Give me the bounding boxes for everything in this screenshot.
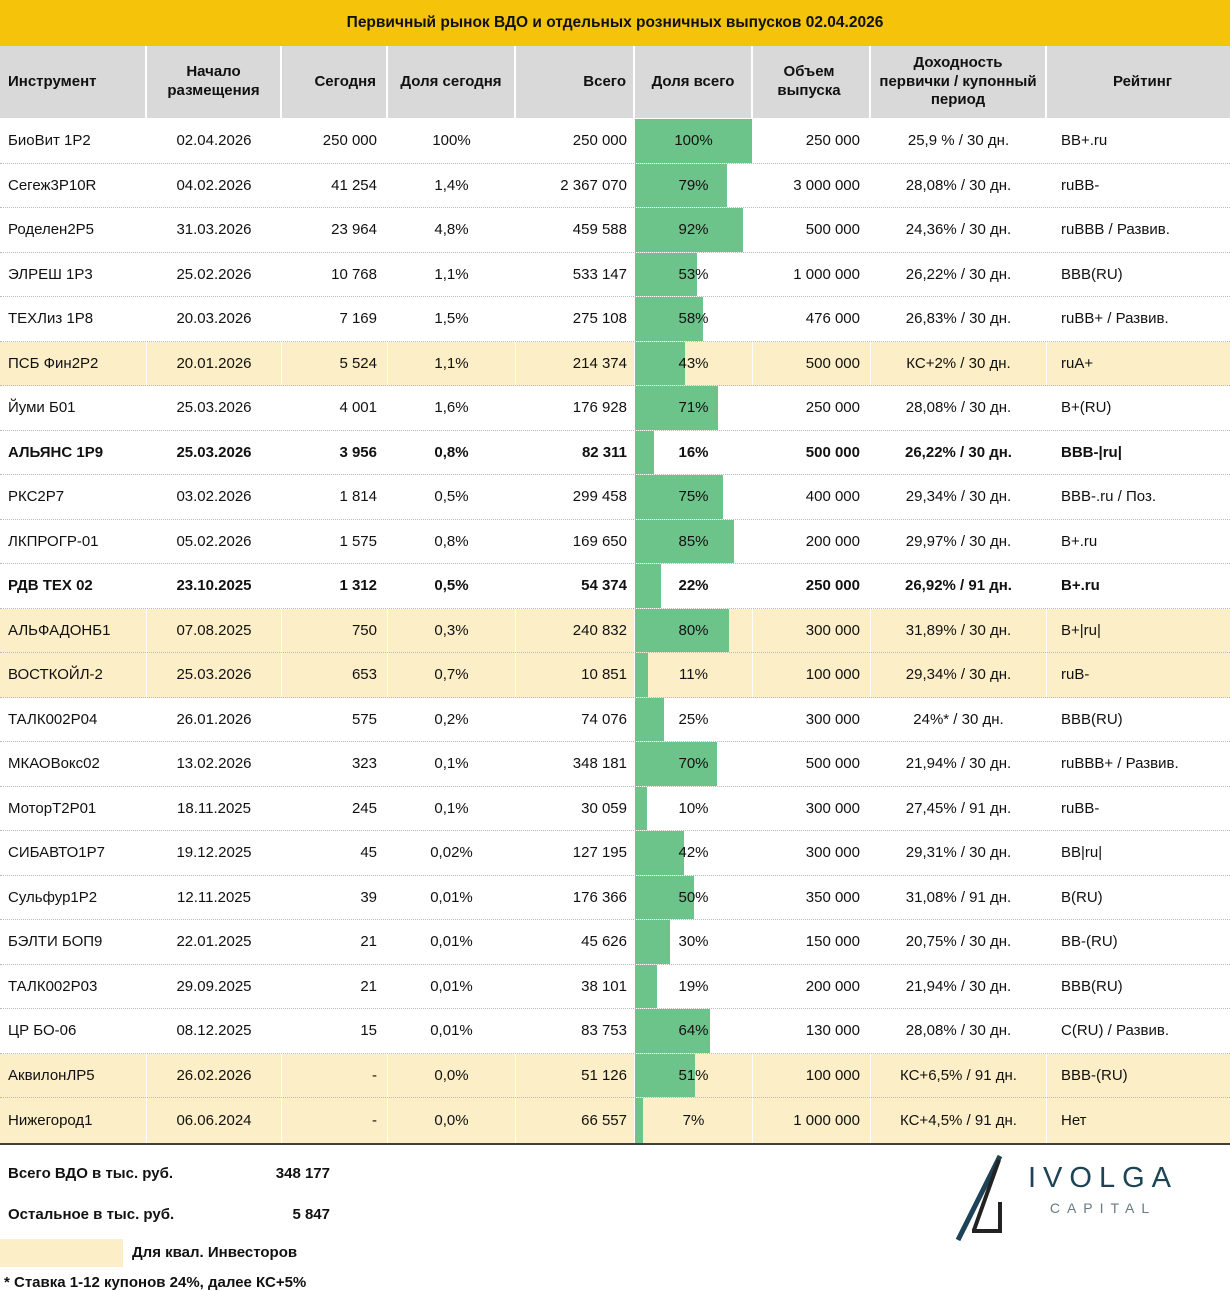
share-total-label: 58% xyxy=(678,310,709,328)
summary-other xyxy=(0,1206,330,1223)
cell-today: 21 xyxy=(282,965,388,1009)
share-total-bar xyxy=(635,564,661,608)
cell-today: 575 xyxy=(282,698,388,742)
share-total-label: 43% xyxy=(678,354,709,372)
highlight-swatch xyxy=(0,1239,123,1267)
cell-share-total xyxy=(635,119,753,163)
cell-share-total xyxy=(635,431,753,475)
cell-yield: 26,22% / 30 дн. xyxy=(871,431,1047,475)
column-header-share-today: Доля сегодня xyxy=(388,46,516,118)
cell-yield: 27,45% / 91 дн. xyxy=(871,787,1047,831)
cell-share-total xyxy=(635,787,753,831)
cell-start-date: 07.08.2025 xyxy=(147,609,282,653)
cell-rating: ruBB- xyxy=(1061,176,1100,194)
cell-share-total xyxy=(635,609,753,653)
share-total-label: 85% xyxy=(678,532,709,550)
cell-start-date: 31.03.2026 xyxy=(147,208,282,252)
cell-start-date: 03.02.2026 xyxy=(147,475,282,519)
cell-instrument: ЭЛРЕШ 1Р3 xyxy=(0,253,147,297)
cell-instrument: РКС2Р7 xyxy=(0,475,147,519)
cell-share-total xyxy=(635,164,753,208)
cell-instrument: Нижегород1 xyxy=(0,1098,147,1143)
cell-rating: BBB(RU) xyxy=(1061,710,1123,728)
table-row xyxy=(0,876,1230,921)
cell-share-today: 1,1% xyxy=(388,342,516,386)
cell-total: 240 832 xyxy=(516,609,635,653)
cell-instrument: Сегеж3Р10R xyxy=(0,164,147,208)
column-header-share-total: Доля всего xyxy=(635,46,753,118)
cell-total: 30 059 xyxy=(516,787,635,831)
cell-total: 533 147 xyxy=(516,253,635,297)
share-total-label: 75% xyxy=(678,488,709,506)
cell-share-today: 0,01% xyxy=(388,920,516,964)
column-header-rating: Рейтинг xyxy=(1047,46,1230,118)
cell-share-total xyxy=(635,742,753,786)
cell-today: 3 956 xyxy=(282,431,388,475)
cell-share-today: 0,3% xyxy=(388,609,516,653)
cell-today: - xyxy=(282,1098,388,1143)
cell-start-date: 02.04.2026 xyxy=(147,119,282,163)
cell-volume: 300 000 xyxy=(753,831,871,875)
table-row xyxy=(0,1054,1230,1099)
cell-volume: 250 000 xyxy=(753,386,871,430)
cell-share-today: 0,01% xyxy=(388,1009,516,1053)
cell-share-total xyxy=(635,698,753,742)
cell-instrument: ВОСТКОЙЛ-2 xyxy=(0,653,147,697)
legend-label: Для квал. Инвесторов xyxy=(132,1244,298,1261)
cell-volume: 1 000 000 xyxy=(753,253,871,297)
cell-today: 653 xyxy=(282,653,388,697)
cell-rating: BB+.ru xyxy=(1061,132,1108,150)
cell-share-today: 0,01% xyxy=(388,876,516,920)
cell-total: 127 195 xyxy=(516,831,635,875)
cell-total: 348 181 xyxy=(516,742,635,786)
cell-share-total xyxy=(635,920,753,964)
table-row xyxy=(0,609,1230,654)
table-row xyxy=(0,965,1230,1010)
cell-share-today: 0,5% xyxy=(388,475,516,519)
cell-rating: BBB(RU) xyxy=(1061,977,1123,995)
cell-instrument: ПСБ Фин2Р2 xyxy=(0,342,147,386)
share-total-label: 53% xyxy=(678,265,709,283)
cell-instrument: АЛЬЯНС 1Р9 xyxy=(0,431,147,475)
cell-start-date: 29.09.2025 xyxy=(147,965,282,1009)
cell-total: 250 000 xyxy=(516,119,635,163)
cell-share-total xyxy=(635,475,753,519)
cell-today: 41 254 xyxy=(282,164,388,208)
cell-start-date: 25.03.2026 xyxy=(147,653,282,697)
cell-rating: ruA+ xyxy=(1061,354,1094,372)
cell-total: 45 626 xyxy=(516,920,635,964)
cell-yield: 29,31% / 30 дн. xyxy=(871,831,1047,875)
cell-share-today: 1,5% xyxy=(388,297,516,341)
column-header-instrument: Инструмент xyxy=(0,46,147,118)
cell-rating: C(RU) / Развив. xyxy=(1061,1022,1170,1040)
cell-volume: 100 000 xyxy=(753,1054,871,1098)
cell-rating: ruBB- xyxy=(1061,799,1100,817)
cell-total: 176 928 xyxy=(516,386,635,430)
table-row xyxy=(0,475,1230,520)
cell-total: 169 650 xyxy=(516,520,635,564)
share-total-bar xyxy=(635,653,648,697)
cell-start-date: 13.02.2026 xyxy=(147,742,282,786)
cell-rating: B+(RU) xyxy=(1061,399,1112,417)
cell-share-today: 0,01% xyxy=(388,965,516,1009)
cell-instrument: МКАОВокс02 xyxy=(0,742,147,786)
table-row xyxy=(0,253,1230,298)
cell-share-today: 0,7% xyxy=(388,653,516,697)
column-header-total: Всего xyxy=(516,46,635,118)
summary-other-label: Остальное в тыс. руб. xyxy=(8,1205,175,1223)
cell-volume: 100 000 xyxy=(753,653,871,697)
cell-share-today: 0,8% xyxy=(388,520,516,564)
cell-total: 176 366 xyxy=(516,876,635,920)
cell-today: 15 xyxy=(282,1009,388,1053)
cell-total: 299 458 xyxy=(516,475,635,519)
cell-today: 5 524 xyxy=(282,342,388,386)
table-row xyxy=(0,431,1230,476)
cell-rating: BB|ru| xyxy=(1061,844,1103,862)
cell-share-total xyxy=(635,653,753,697)
cell-today: 250 000 xyxy=(282,119,388,163)
share-total-bar xyxy=(635,831,684,875)
cell-instrument: СИБАВТО1Р7 xyxy=(0,831,147,875)
cell-start-date: 25.02.2026 xyxy=(147,253,282,297)
cell-yield: КС+4,5% / 91 дн. xyxy=(871,1098,1047,1143)
cell-share-today: 0,0% xyxy=(388,1054,516,1098)
cell-today: 45 xyxy=(282,831,388,875)
cell-volume: 500 000 xyxy=(753,431,871,475)
cell-start-date: 20.03.2026 xyxy=(147,297,282,341)
cell-share-total xyxy=(635,1054,753,1098)
cell-rating: B+.ru xyxy=(1061,532,1098,550)
cell-instrument: Роделен2Р5 xyxy=(0,208,147,252)
table-row xyxy=(0,1009,1230,1054)
cell-volume: 150 000 xyxy=(753,920,871,964)
cell-volume: 300 000 xyxy=(753,787,871,831)
cell-share-total xyxy=(635,342,753,386)
cell-share-today: 4,8% xyxy=(388,208,516,252)
share-total-label: 22% xyxy=(678,577,709,595)
cell-instrument: АЛЬФАДОНБ1 xyxy=(0,609,147,653)
cell-yield: КС+6,5% / 91 дн. xyxy=(871,1054,1047,1098)
page-title: Первичный рынок ВДО и отдельных розничных выпусков 02.04.2026 xyxy=(346,14,884,31)
cell-volume: 130 000 xyxy=(753,1009,871,1053)
cell-instrument: ЛКПРОГР-01 xyxy=(0,520,147,564)
cell-share-total xyxy=(635,520,753,564)
cell-share-total xyxy=(635,876,753,920)
cell-share-total xyxy=(635,965,753,1009)
ivolga-triangle-icon xyxy=(952,1152,1014,1244)
share-total-bar xyxy=(635,698,664,742)
cell-yield: 29,34% / 30 дн. xyxy=(871,475,1047,519)
cell-share-today: 0,5% xyxy=(388,564,516,608)
share-total-label: 42% xyxy=(678,844,709,862)
cell-share-total xyxy=(635,386,753,430)
cell-rating: BBB(RU) xyxy=(1061,265,1123,283)
table-row xyxy=(0,119,1230,164)
share-total-label: 70% xyxy=(678,755,709,773)
share-total-label: 51% xyxy=(678,1066,709,1084)
footnote: * Ставка 1-12 купонов 24%, далее КС+5% xyxy=(4,1273,307,1291)
cell-today: 1 312 xyxy=(282,564,388,608)
share-total-label: 79% xyxy=(678,176,709,194)
cell-today: 1 575 xyxy=(282,520,388,564)
cell-rating: ruBBB+ / Развив. xyxy=(1061,755,1179,773)
cell-start-date: 05.02.2026 xyxy=(147,520,282,564)
table-row xyxy=(0,164,1230,209)
cell-instrument: ТЕХЛиз 1Р8 xyxy=(0,297,147,341)
title-bar xyxy=(0,0,1230,46)
cell-share-total xyxy=(635,564,753,608)
share-total-label: 64% xyxy=(678,1022,709,1040)
share-total-bar xyxy=(635,1098,643,1143)
column-header-volume: Объем выпуска xyxy=(753,46,871,118)
column-header-start-date: Начало размещения xyxy=(147,46,282,118)
cell-share-today: 1,6% xyxy=(388,386,516,430)
cell-today: 7 169 xyxy=(282,297,388,341)
share-total-bar xyxy=(635,431,654,475)
cell-start-date: 18.11.2025 xyxy=(147,787,282,831)
cell-start-date: 26.01.2026 xyxy=(147,698,282,742)
share-total-bar xyxy=(635,787,647,831)
cell-start-date: 25.03.2026 xyxy=(147,431,282,475)
cell-total: 2 367 070 xyxy=(516,164,635,208)
table-row xyxy=(0,920,1230,965)
logo-text xyxy=(1028,1164,1178,1215)
share-total-label: 71% xyxy=(678,399,709,417)
cell-share-total xyxy=(635,1009,753,1053)
cell-rating: B(RU) xyxy=(1061,888,1103,906)
share-total-label: 25% xyxy=(678,710,709,728)
cell-today: 21 xyxy=(282,920,388,964)
cell-rating: BBB-.ru / Поз. xyxy=(1061,488,1157,506)
cell-rating: BBB-|ru| xyxy=(1061,443,1122,461)
cell-total: 214 374 xyxy=(516,342,635,386)
share-total-label: 19% xyxy=(678,977,709,995)
cell-share-today: 0,8% xyxy=(388,431,516,475)
cell-volume: 250 000 xyxy=(753,564,871,608)
cell-yield: 28,08% / 30 дн. xyxy=(871,386,1047,430)
cell-yield: 21,94% / 30 дн. xyxy=(871,742,1047,786)
share-total-label: 80% xyxy=(678,621,709,639)
share-total-label: 92% xyxy=(678,221,709,239)
table-row xyxy=(0,564,1230,609)
cell-rating: ruB- xyxy=(1061,666,1090,684)
ivolga-capital-logo xyxy=(952,1152,1178,1244)
cell-total: 83 753 xyxy=(516,1009,635,1053)
cell-share-today: 0,1% xyxy=(388,742,516,786)
cell-instrument: ТАЛК002Р04 xyxy=(0,698,147,742)
cell-instrument: БиоВит 1Р2 xyxy=(0,119,147,163)
cell-start-date: 25.03.2026 xyxy=(147,386,282,430)
cell-share-today: 1,4% xyxy=(388,164,516,208)
cell-rating: B+.ru xyxy=(1061,577,1100,595)
summary-total-vdo-value: 348 177 xyxy=(275,1164,330,1182)
table-row xyxy=(0,698,1230,743)
cell-today: 4 001 xyxy=(282,386,388,430)
cell-total: 74 076 xyxy=(516,698,635,742)
cell-today: 23 964 xyxy=(282,208,388,252)
cell-instrument: ЦР БО-06 xyxy=(0,1009,147,1053)
logo-name: IVOLGA xyxy=(1028,1162,1178,1194)
share-total-label: 30% xyxy=(678,933,709,951)
cell-yield: КС+2% / 30 дн. xyxy=(871,342,1047,386)
cell-rating: ruBBB / Развив. xyxy=(1061,221,1170,239)
table-body xyxy=(0,119,1230,1145)
table-row xyxy=(0,653,1230,698)
logo-subtitle: CAPITAL xyxy=(1049,1200,1157,1216)
cell-instrument: БЭЛТИ БОП9 xyxy=(0,920,147,964)
table-row xyxy=(0,208,1230,253)
cell-volume: 1 000 000 xyxy=(753,1098,871,1143)
cell-volume: 250 000 xyxy=(753,119,871,163)
cell-share-total xyxy=(635,297,753,341)
cell-start-date: 22.01.2025 xyxy=(147,920,282,964)
cell-share-today: 100% xyxy=(388,119,516,163)
cell-instrument: МоторТ2Р01 xyxy=(0,787,147,831)
share-total-label: 7% xyxy=(682,1111,705,1129)
cell-start-date: 06.06.2024 xyxy=(147,1098,282,1143)
cell-volume: 400 000 xyxy=(753,475,871,519)
table-row xyxy=(0,297,1230,342)
table-header xyxy=(0,46,1230,119)
cell-yield: 31,89% / 30 дн. xyxy=(871,609,1047,653)
column-header-today: Сегодня xyxy=(282,46,388,118)
summary-other-value: 5 847 xyxy=(292,1205,330,1223)
cell-yield: 26,83% / 30 дн. xyxy=(871,297,1047,341)
cell-today: 245 xyxy=(282,787,388,831)
cell-total: 459 588 xyxy=(516,208,635,252)
cell-share-total xyxy=(635,1098,753,1143)
cell-volume: 300 000 xyxy=(753,698,871,742)
cell-total: 66 557 xyxy=(516,1098,635,1143)
cell-yield: 20,75% / 30 дн. xyxy=(871,920,1047,964)
cell-today: 323 xyxy=(282,742,388,786)
cell-volume: 3 000 000 xyxy=(753,164,871,208)
cell-volume: 476 000 xyxy=(753,297,871,341)
cell-rating: Нет xyxy=(1061,1111,1087,1129)
cell-instrument: Йуми Б01 xyxy=(0,386,147,430)
cell-yield: 24,36% / 30 дн. xyxy=(871,208,1047,252)
cell-yield: 24%* / 30 дн. xyxy=(871,698,1047,742)
cell-volume: 300 000 xyxy=(753,609,871,653)
table-row xyxy=(0,831,1230,876)
cell-yield: 21,94% / 30 дн. xyxy=(871,965,1047,1009)
column-header-yield: Доходность первички / купонный период xyxy=(871,46,1047,118)
cell-total: 51 126 xyxy=(516,1054,635,1098)
share-total-label: 100% xyxy=(674,132,713,150)
cell-rating: BB-(RU) xyxy=(1061,933,1118,951)
cell-today: 10 768 xyxy=(282,253,388,297)
summary-total-vdo xyxy=(0,1165,330,1182)
cell-today: 1 814 xyxy=(282,475,388,519)
cell-instrument: РДВ ТЕХ 02 xyxy=(0,564,147,608)
cell-rating: B+|ru| xyxy=(1061,621,1101,639)
cell-total: 38 101 xyxy=(516,965,635,1009)
cell-start-date: 08.12.2025 xyxy=(147,1009,282,1053)
cell-today: - xyxy=(282,1054,388,1098)
cell-today: 750 xyxy=(282,609,388,653)
cell-instrument: АквилонЛР5 xyxy=(0,1054,147,1098)
table-row xyxy=(0,520,1230,565)
share-total-label: 50% xyxy=(678,888,709,906)
cell-yield: 26,92% / 91 дн. xyxy=(871,564,1047,608)
cell-total: 54 374 xyxy=(516,564,635,608)
cell-yield: 28,08% / 30 дн. xyxy=(871,1009,1047,1053)
share-total-label: 10% xyxy=(678,799,709,817)
cell-share-today: 1,1% xyxy=(388,253,516,297)
cell-share-today: 0,0% xyxy=(388,1098,516,1143)
share-total-label: 11% xyxy=(679,666,708,684)
table-row xyxy=(0,386,1230,431)
cell-start-date: 19.12.2025 xyxy=(147,831,282,875)
cell-volume: 200 000 xyxy=(753,965,871,1009)
share-total-label: 16% xyxy=(678,443,709,461)
cell-start-date: 20.01.2026 xyxy=(147,342,282,386)
cell-total: 82 311 xyxy=(516,431,635,475)
summary-total-vdo-label: Всего ВДО в тыс. руб. xyxy=(8,1164,174,1182)
cell-start-date: 04.02.2026 xyxy=(147,164,282,208)
table-row xyxy=(0,342,1230,387)
cell-instrument: Сульфур1Р2 xyxy=(0,876,147,920)
cell-start-date: 23.10.2025 xyxy=(147,564,282,608)
cell-share-total xyxy=(635,253,753,297)
share-total-bar xyxy=(635,920,670,964)
table-row xyxy=(0,787,1230,832)
cell-share-total xyxy=(635,831,753,875)
cell-share-today: 0,2% xyxy=(388,698,516,742)
cell-share-total xyxy=(635,208,753,252)
cell-yield: 26,22% / 30 дн. xyxy=(871,253,1047,297)
cell-volume: 350 000 xyxy=(753,876,871,920)
cell-share-today: 0,02% xyxy=(388,831,516,875)
cell-instrument: ТАЛК002Р03 xyxy=(0,965,147,1009)
cell-yield: 28,08% / 30 дн. xyxy=(871,164,1047,208)
cell-rating: BBB-(RU) xyxy=(1061,1066,1128,1084)
cell-rating: ruBB+ / Развив. xyxy=(1061,310,1169,328)
cell-total: 275 108 xyxy=(516,297,635,341)
table-row xyxy=(0,1098,1230,1143)
cell-volume: 200 000 xyxy=(753,520,871,564)
cell-volume: 500 000 xyxy=(753,208,871,252)
cell-volume: 500 000 xyxy=(753,342,871,386)
cell-share-today: 0,1% xyxy=(388,787,516,831)
cell-start-date: 12.11.2025 xyxy=(147,876,282,920)
cell-yield: 29,97% / 30 дн. xyxy=(871,520,1047,564)
cell-today: 39 xyxy=(282,876,388,920)
cell-yield: 25,9 % / 30 дн. xyxy=(871,119,1047,163)
cell-start-date: 26.02.2026 xyxy=(147,1054,282,1098)
table-row xyxy=(0,742,1230,787)
share-total-bar xyxy=(635,965,657,1009)
cell-yield: 31,08% / 91 дн. xyxy=(871,876,1047,920)
cell-volume: 500 000 xyxy=(753,742,871,786)
cell-yield: 29,34% / 30 дн. xyxy=(871,653,1047,697)
cell-total: 10 851 xyxy=(516,653,635,697)
